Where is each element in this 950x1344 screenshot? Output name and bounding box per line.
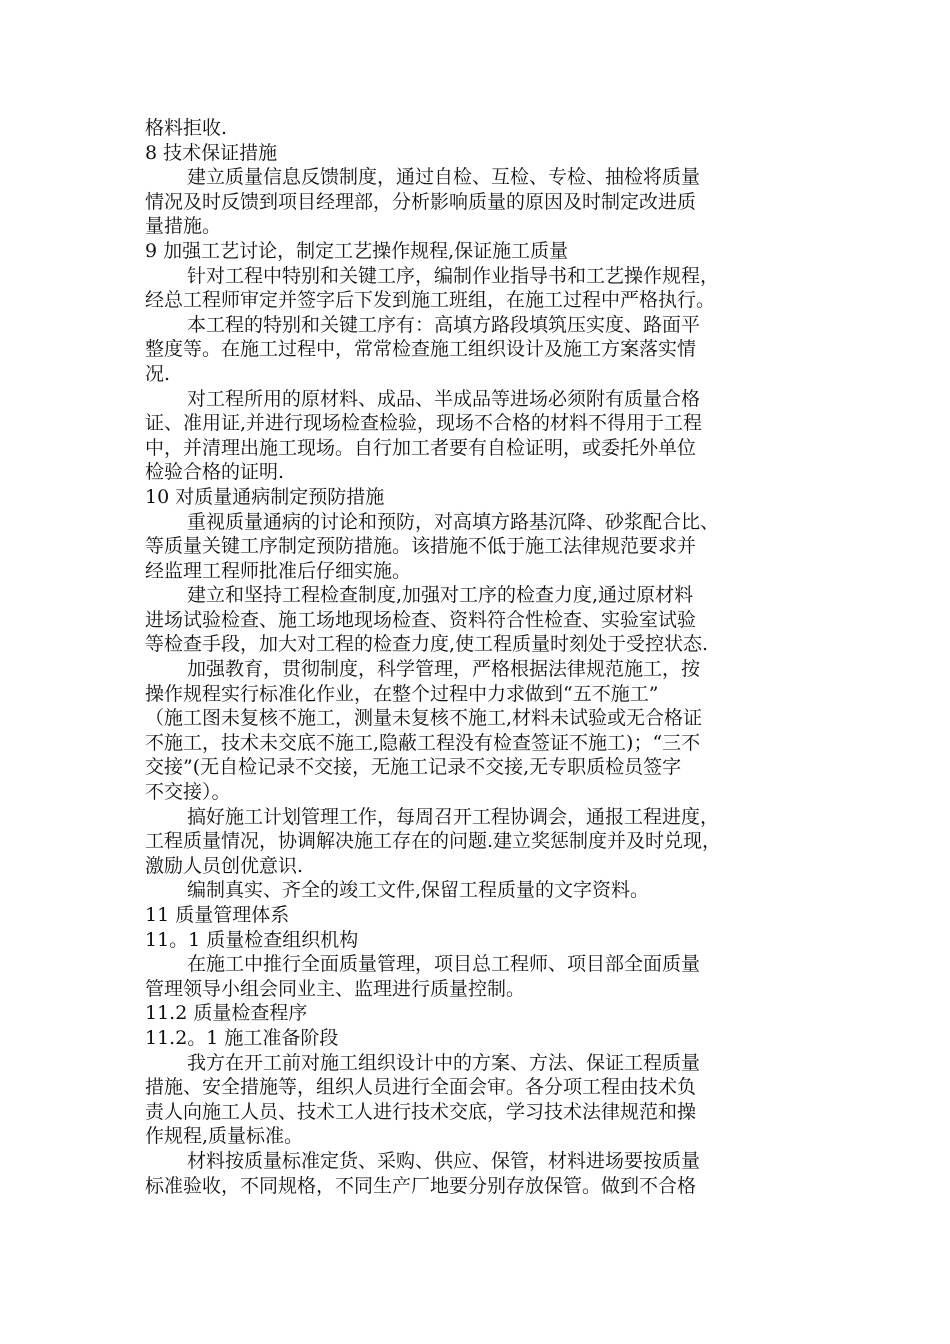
text-line: 况.: [145, 362, 171, 385]
text-line: 责人向施工人员、技术工人进行技术交底，学习技术法律规范和操: [145, 1100, 697, 1123]
text-line: 建立和坚持工程检查制度,加强对工序的检查力度,通过原材料: [187, 584, 694, 607]
text-line: 情况及时反馈到项目经理部，分析影响质量的原因及时制定改进质: [145, 190, 697, 213]
text-line: 工程质量情况，协调解决施工存在的问题.建立奖惩制度并及时兑现，: [145, 830, 722, 853]
text-line: 等质量关键工序制定预防措施。该措施不低于施工法律规范要求并: [145, 535, 697, 558]
text-line: 搞好施工计划管理工作，每周召开工程协调会，通报工程进度，: [187, 805, 720, 828]
text-line: 量措施。: [145, 215, 222, 238]
text-line: 作规程,质量标准。: [145, 1125, 304, 1148]
text-line: 11。1 质量检查组织机构: [145, 928, 359, 951]
text-line: 针对工程中特别和关键工序，编制作业指导书和工艺操作规程，: [187, 264, 720, 287]
text-line: 重视质量通病的讨论和预防，对高填方路基沉降、砂浆配合比、: [187, 510, 720, 533]
text-line: 11 质量管理体系: [145, 904, 290, 926]
text-line: 我方在开工前对施工组织设计中的方案、方法、保证工程质量: [187, 1051, 701, 1074]
text-line: 11.2。1 施工准备阶段: [145, 1026, 339, 1049]
text-line: 在施工中推行全面质量管理，项目总工程师、项目部全面质量: [187, 953, 701, 976]
text-line: 等检查手段，加大对工程的检查力度,使工程质量时刻处于受控状态.: [145, 633, 709, 656]
text-line: 10 对质量通病制定预防措施: [145, 485, 385, 508]
text-line: 进场试验检查、施工场地现场检查、资料符合性检查、实验室试验: [145, 608, 697, 631]
text-line: 9 加强工艺讨论，制定工艺操作规程,保证施工质量: [145, 239, 569, 262]
text-line: 11.2 质量检查程序: [145, 1002, 308, 1025]
text-line: 格料拒收.: [145, 117, 228, 139]
text-line: 加强教育，贯彻制度，科学管理，严格根据法律规范施工，按: [187, 658, 701, 681]
text-line: 整度等。在施工过程中，常常检查施工组织设计及施工方案落实情: [145, 338, 697, 361]
text-line: 检验合格的证明.: [145, 461, 285, 484]
text-line: 交接”(无自检记录不交接，无施工记录不交接,无专职质检员签字: [145, 756, 682, 779]
text-line: 不交接）。: [145, 781, 231, 804]
text-line: 操作规程实行标准化作业，在整个过程中力求做到“五不施工”: [145, 682, 659, 705]
text-line: 中，并清理出施工现场。自行加工者要有自检证明，或委托外单位: [145, 436, 697, 459]
text-line: 证、准用证,并进行现场检查检验，现场不合格的材料不得用于工程: [145, 412, 703, 435]
text-line: 经总工程师审定并签字后下发到施工班组，在施工过程中严格执行。: [145, 289, 716, 312]
text-line: 标准验收，不同规格，不同生产厂地要分别存放保管。做到不合格: [145, 1174, 697, 1197]
document-body: [145, 116, 825, 1198]
text-line: 对工程所用的原材料、成品、半成品等进场必须附有质量合格: [187, 387, 701, 410]
text-line: 材料按质量标准定货、采购、供应、保管，材料进场要按质量: [187, 1149, 701, 1172]
text-line: 本工程的特别和关键工序有：高填方路段填筑压实度、路面平: [187, 313, 701, 336]
text-line: 激励人员创优意识.: [145, 854, 304, 877]
text-line: 8 技术保证措施: [145, 141, 278, 164]
text-line: 管理领导小组会同业主、监理进行质量控制。: [145, 977, 526, 1000]
text-line: 编制真实、齐全的竣工文件,保留工程质量的文字资料。: [187, 879, 650, 902]
text-line: 建立质量信息反馈制度，通过自检、互检、专检、抽检将质量: [187, 166, 701, 189]
text-line: 经监理工程师批准后仔细实施。: [145, 559, 412, 582]
text-line: 措施、安全措施等，组织人员进行全面会审。各分项工程由技术负: [145, 1076, 697, 1099]
text-line: 不施工，技术未交底不施工,隐蔽工程没有检查签证不施工)；“三不: [145, 731, 701, 754]
text-line: （施工图未复核不施工，测量未复核不施工,材料未试验或无合格证: [145, 707, 703, 730]
